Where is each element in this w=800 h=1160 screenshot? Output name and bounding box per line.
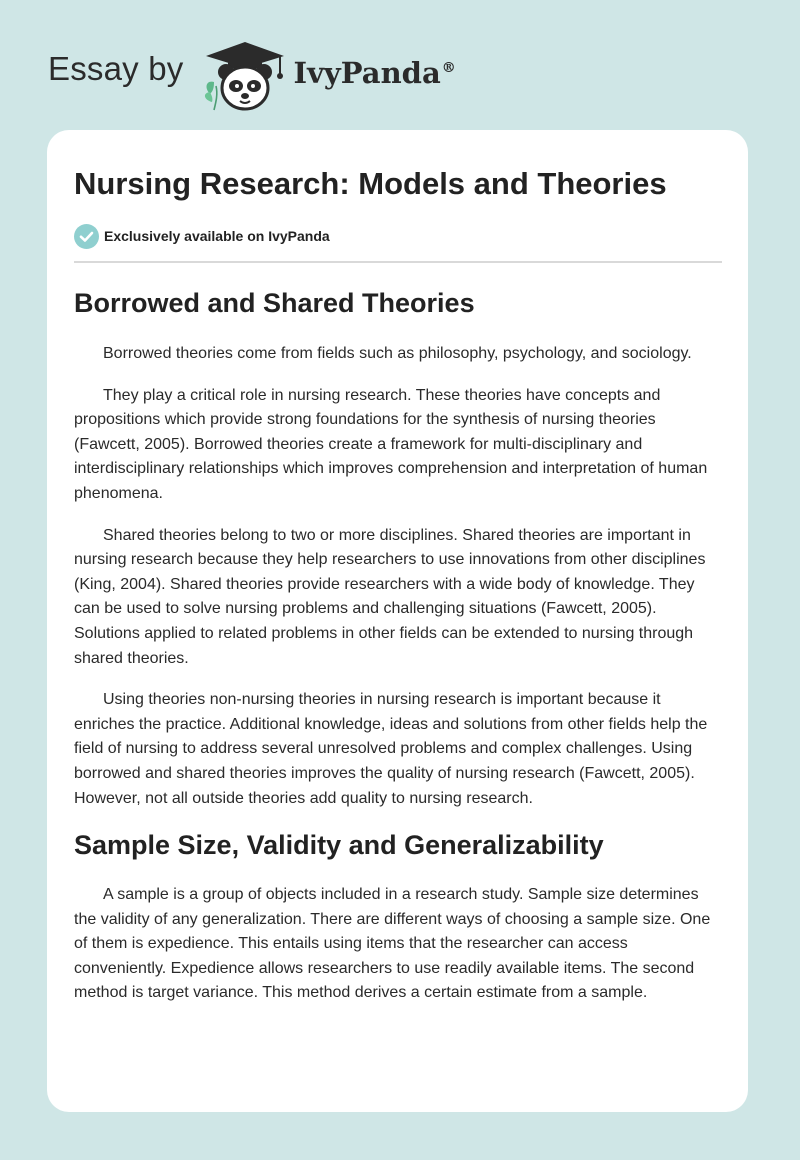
exclusive-badge (74, 223, 722, 249)
exclusive-label: Exclusively available on IvyPanda (104, 228, 330, 244)
paragraph: A sample is a group of objects included in a research study. Sample size determines the validity of any generalization. There are different ways of choosing a sample size. One of them is expedience. This entails using items that the researcher can access conveniently. Expedience allows researchers to use readily available items. The second method is target variance. This method derives a certain estimate from a sample. (74, 886, 711, 1002)
paragraph: Borrowed theories come from fields such as philosophy, psychology, and sociology. (103, 345, 692, 362)
title-divider (74, 261, 722, 263)
section-heading-borrowed-shared: Borrowed and Shared Theories (74, 288, 475, 318)
brand-name: IvyPanda® (293, 56, 456, 90)
check-circle-icon (74, 224, 99, 249)
paragraph: Shared theories belong to two or more disciplines. Shared theories are important in nursing research because they help researchers to use innovations from other disciplines (King, 2004). Shared theories provide researchers with a wide body of knowledge. They can be used to solve nursing problems and challenging situations (Fawcett, 2005). Solutions applied to related problems in other fields can be extended to nursing through shared theories. (74, 526, 706, 667)
brand-header (48, 34, 456, 114)
essay-card (47, 130, 748, 1112)
paragraph: Using theories non-nursing theories in nursing research is important because it enriches the practice. Additional knowledge, ideas and solutions from other fields help the field of nursing to address several unresolved problems and complex challenges. Using borrowed and shared theories improves the quality of nursing research (Fawcett, 2005). However, not all outside theories add quality to nursing research. (74, 691, 708, 807)
paragraph: They play a critical role in nursing research. These theories have concepts and propositions which provide strong foundations for the synthesis of nursing theories (Fawcett, 2005). Borrowed theories create a framework for multi-disciplinary and interdisciplinary relationships which improves comprehension and interpretation of human phenomena. (74, 386, 708, 502)
panda-graduate-logo-icon[interactable] (200, 36, 290, 112)
essay-by-label: Essay by (48, 50, 184, 87)
page-title: Nursing Research: Models and Theories (74, 166, 667, 201)
registered-mark: ® (441, 60, 456, 77)
section-heading-sample-size: Sample Size, Validity and Generalizability (74, 830, 604, 861)
